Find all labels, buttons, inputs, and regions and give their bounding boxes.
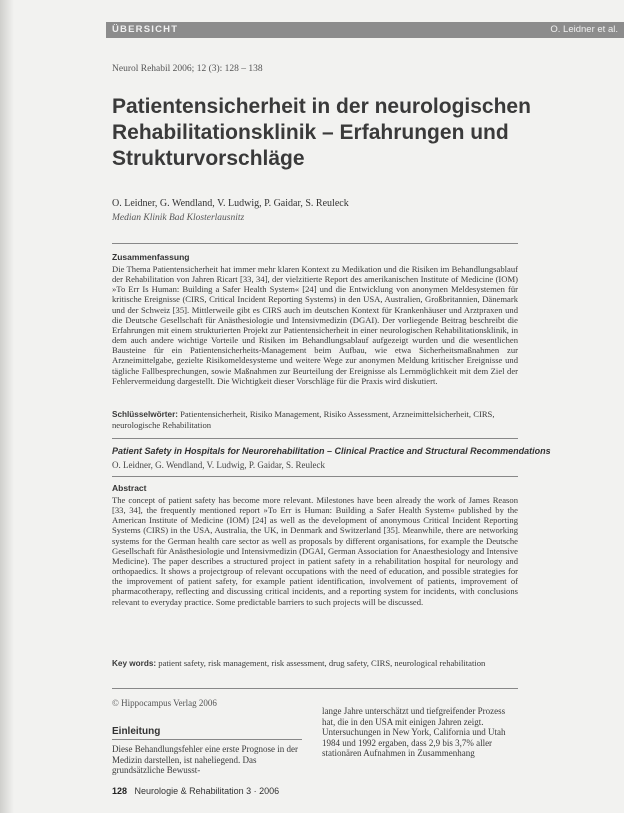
abstract-text: The concept of patient safety has become more relevant. Milestones have been already the work of James Reason [33, 34], the frequently mentioned report »To Err is Human: Building a Safer Health System« published by the American Institute of Medicine (IOM) [24] as well as the development of anonymous Critical Incident Reporting Systems (CIRS) in the USA, Australia, the UK, in Denmark and Switzerland [35]. Meanwhile, there are networking systems for the German health care sector as well as proposals by different organisations, for example the Deutsche Gesellschaft für Anästhesiologie und Intensivmedizin (DGAI, German Association for Anaesthesiology and Intensive Medicine). The paper describes a structured project in patient safety in a rehabilitation hospital for neurology and orthopaedics. It shows a projectgroup of relevant occupations with the need of education, and possible strategies for the improvement of patient safety, for example patient identification, involvement of patients, improvement of pharmacotherapy, reflecting and discussing critical incidents, and a reporting system for incidents, with conclusions relevant to everyday practice. Some predictable barriers to such projects will be discussed.: [112, 495, 518, 607]
key-words: [112, 658, 518, 669]
author-list: O. Leidner, G. Wendland, V. Ludwig, P. Gaidar, S. Reuleck: [112, 198, 349, 209]
right-column-text: lange Jahre unterschätzt und tiefgreifender Prozess hat, die in den USA mit einigen Jahren zeigt. Untersuchungen in New York, California und Utah 1984 und 1992 ergaben, dass 2,9 bis 3,7% aller stationären Aufnahmen in Zusammenhang: [322, 706, 506, 758]
divider: [112, 438, 518, 439]
section-label: ÜBERSICHT: [112, 24, 179, 35]
divider: [112, 739, 302, 740]
copyright-line: © Hippocampus Verlag 2006: [112, 698, 217, 708]
schluesselwoerter-label: Schlüsselwörter:: [112, 410, 178, 419]
article-title: Patientensicherheit in der neurologischen Rehabilitationsklinik – Erfahrungen und Strukturvorschläge: [112, 95, 531, 170]
author-affiliation: Median Klinik Bad Klosterlausnitz: [112, 213, 245, 223]
left-column-text: Diese Behandlungsfehler eine erste Prognose in der Medizin darstellen, ist naheliegend. Das grundsätzliche Bewusst-: [112, 744, 298, 775]
key-words-text: patient safety, risk management, risk assessment, drug safety, CIRS, neurological rehabilitation: [158, 658, 486, 668]
divider: [112, 688, 518, 689]
schluesselwoerter: [112, 409, 518, 430]
english-title: Patient Safety in Hospitals for Neurorehabilitation – Clinical Practice and Structural Recommendations: [112, 446, 551, 456]
running-header-bar: [106, 22, 624, 38]
english-authors: O. Leidner, G. Wendland, V. Ludwig, P. Gaidar, S. Reuleck: [112, 460, 326, 470]
section-heading-einleitung: Einleitung: [112, 726, 161, 737]
journal-footer: Neurologie & Rehabilitation 3 · 2006: [134, 786, 280, 796]
schluesselwoerter-text: Patientensicherheit, Risiko Management, Risiko Assessment, Arzneimittelsicherheit, CIRS, neurologische Rehabilitation: [112, 409, 495, 431]
divider: [112, 476, 518, 477]
abstract-heading: Abstract: [112, 483, 147, 493]
journal-reference: Neurol Rehabil 2006; 12 (3): 128 – 138: [112, 64, 263, 74]
divider: [112, 243, 518, 244]
scan-edge-shadow: [0, 0, 14, 813]
running-author: O. Leidner et al.: [550, 24, 618, 35]
zusammenfassung-heading: Zusammenfassung: [112, 252, 190, 262]
page-number: 128: [112, 786, 128, 796]
key-words-label: Key words:: [112, 659, 157, 668]
zusammenfassung-text: Die Thema Patientensicherheit hat immer mehr klaren Kontext zu Medikation und die Risiken im Behandlungsablauf der Rehabilitation von Jahren Ricart [33, 34], der vielzitierte Report des amerikanischen Institute of Medicine (IOM) »To Err Is Human: Building a Safer Health System« [24] und die Entwicklung von anonymen Meldesystemen für kritische Ereignisse (CIRS, Critical Incident Reporting Systems) in den USA, Australien, Großbritannien, Dänemark und der Schweiz [35]. Mittlerweile gibt es CIRS auch im deutschen Kontext für Krankenhäuser und Arztpraxen und die Deutsche Gesellschaft für Anästhesiologie und Intensivmedizin (DGAI). Der vorliegende Beitrag beschreibt die Erfahrungen mit einem strukturierten Projekt zur Patientensicherheit in einer neurologischen Rehabilitationsklinik, in dem auch andere wichtige Vorteile und Risiken im Behandlungsablauf aufgezeigt wurden und die wesentlichen Bausteine für ein Patientensicherheits-Management beim Aufbau, wie etwa Sicherheitsmaßnahmen zur Arzneimittelgabe, gezielte Risikomeldesysteme und weitere Wege zur anonymen Meldung kritischer Ereignisse und tägliche Fallbesprechungen, sowie Maßnahmen zur Beurteilung der Ereignisse als Lernmöglichkeit mit dem Ziel der Fehlervermeidung dargestellt. Die Wichtigkeit dieser Vorschläge für die Praxis wird diskutiert.: [112, 264, 518, 386]
page-footer: [112, 786, 279, 796]
